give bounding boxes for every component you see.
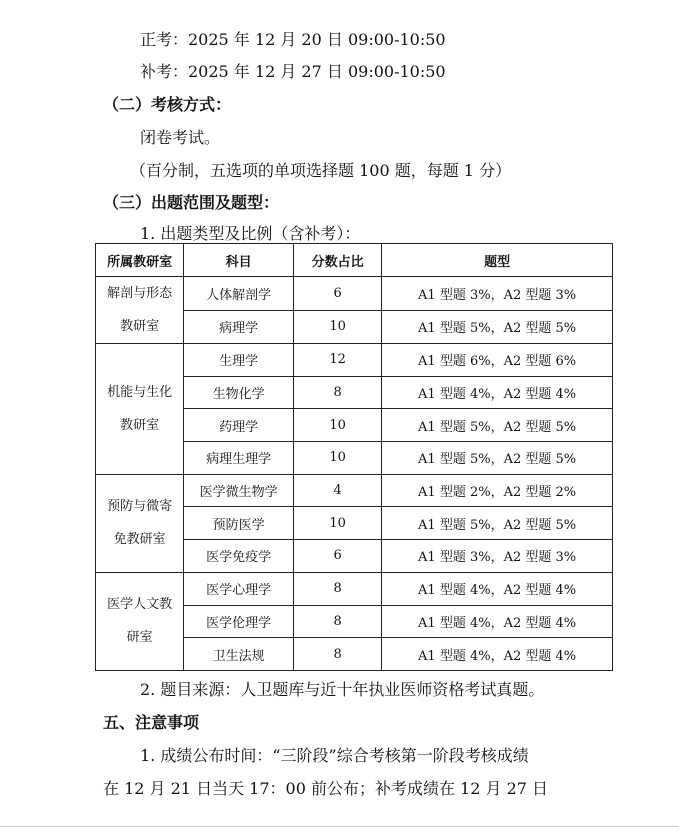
- subject-cell: 人体解剖学: [184, 277, 294, 311]
- subject-cell: 预防医学: [184, 507, 294, 540]
- department-cell: [96, 344, 184, 475]
- header-subject: 科目: [184, 244, 294, 277]
- question-type-cell: A1 型题 5%，A2 型题 5%: [382, 409, 613, 442]
- scoring-note: （百分制，五选项的单项选择题 100 题，每题 1 分）: [130, 161, 512, 180]
- score-cell: 10: [294, 409, 382, 442]
- question-type-table: [95, 243, 613, 671]
- header-department: 所属教研室: [96, 244, 184, 277]
- table-row: [96, 344, 613, 377]
- table-caption: 1. 出题类型及比例（含补考）：: [140, 224, 361, 243]
- subject-cell: 医学微生物学: [184, 474, 294, 507]
- table-row: [96, 277, 613, 311]
- question-type-cell: A1 型题 6%，A2 型题 6%: [382, 344, 613, 377]
- question-type-cell: A1 型题 4%，A2 型题 4%: [382, 638, 613, 671]
- header-question-type: 题型: [382, 244, 613, 277]
- page-bottom-rule: [0, 826, 679, 827]
- subject-cell: 生理学: [184, 344, 294, 377]
- department-name-line2: 教研室: [120, 417, 160, 433]
- table-header-row: [96, 244, 613, 277]
- department-name-line1: 机能与生化: [107, 384, 173, 400]
- method-text: 闭卷考试。: [140, 128, 221, 147]
- table-row: [96, 474, 613, 507]
- subject-cell: 药理学: [184, 409, 294, 442]
- score-cell: 10: [294, 310, 382, 344]
- department-cell: [96, 277, 184, 344]
- department-name-line2: 教研室: [120, 319, 160, 334]
- question-source: 2. 题目来源：人卫题库与近十年执业医师资格考试真题。: [140, 680, 545, 699]
- notes-line-1: 1. 成绩公布时间：“三阶段”综合考核第一阶段考核成绩: [140, 746, 529, 765]
- subject-cell: 病理生理学: [184, 442, 294, 475]
- department-name-line1: 医学人文教: [107, 597, 173, 613]
- question-type-cell: A1 型题 5%，A2 型题 5%: [382, 507, 613, 540]
- subject-cell: 病理学: [184, 310, 294, 344]
- department-name-line2: 免教研室: [113, 532, 166, 548]
- score-cell: 10: [294, 507, 382, 540]
- score-cell: 10: [294, 442, 382, 475]
- department-name-line1: 预防与微寄: [107, 499, 173, 515]
- score-cell: 12: [294, 344, 382, 377]
- notes-line-2: 在 12 月 21 日当天 17：00 前公布；补考成绩在 12 月 27 日: [103, 779, 549, 798]
- subject-cell: 生物化学: [184, 376, 294, 409]
- exam-date-regular: 正考：2025 年 12 月 20 日 09:00-10:50: [140, 30, 446, 49]
- department-name-line1: 解剖与形态: [107, 286, 173, 301]
- exam-date-makeup: 补考：2025 年 12 月 27 日 09:00-10:50: [140, 62, 446, 81]
- header-score-ratio: 分数占比: [294, 244, 382, 277]
- question-type-cell: A1 型题 4%，A2 型题 4%: [382, 572, 613, 605]
- score-cell: 8: [294, 376, 382, 409]
- score-cell: 8: [294, 605, 382, 638]
- question-type-cell: A1 型题 2%，A2 型题 2%: [382, 474, 613, 507]
- score-cell: 6: [294, 277, 382, 311]
- subject-cell: 医学免疫学: [184, 540, 294, 573]
- section-heading-scope: （三）出题范围及题型：: [103, 193, 280, 212]
- department-name-line2: 研室: [126, 630, 153, 646]
- score-cell: 4: [294, 474, 382, 507]
- table-row: [96, 572, 613, 605]
- subject-cell: 卫生法规: [184, 638, 294, 671]
- question-type-cell: A1 型题 3%，A2 型题 3%: [382, 277, 613, 311]
- department-cell: [96, 474, 184, 572]
- section-heading-method: （二）考核方式：: [103, 95, 232, 114]
- question-type-cell: A1 型题 5%，A2 型题 5%: [382, 442, 613, 475]
- subject-cell: 医学伦理学: [184, 605, 294, 638]
- question-type-cell: A1 型题 5%，A2 型题 5%: [382, 310, 613, 344]
- question-type-cell: A1 型题 4%，A2 型题 4%: [382, 376, 613, 409]
- score-cell: 8: [294, 572, 382, 605]
- section-heading-notes: 五、注意事项: [103, 713, 200, 732]
- question-type-cell: A1 型题 3%，A2 型题 3%: [382, 540, 613, 573]
- score-cell: 8: [294, 638, 382, 671]
- score-cell: 6: [294, 540, 382, 573]
- subject-cell: 医学心理学: [184, 572, 294, 605]
- department-cell: [96, 572, 184, 670]
- question-type-cell: A1 型题 4%，A2 型题 4%: [382, 605, 613, 638]
